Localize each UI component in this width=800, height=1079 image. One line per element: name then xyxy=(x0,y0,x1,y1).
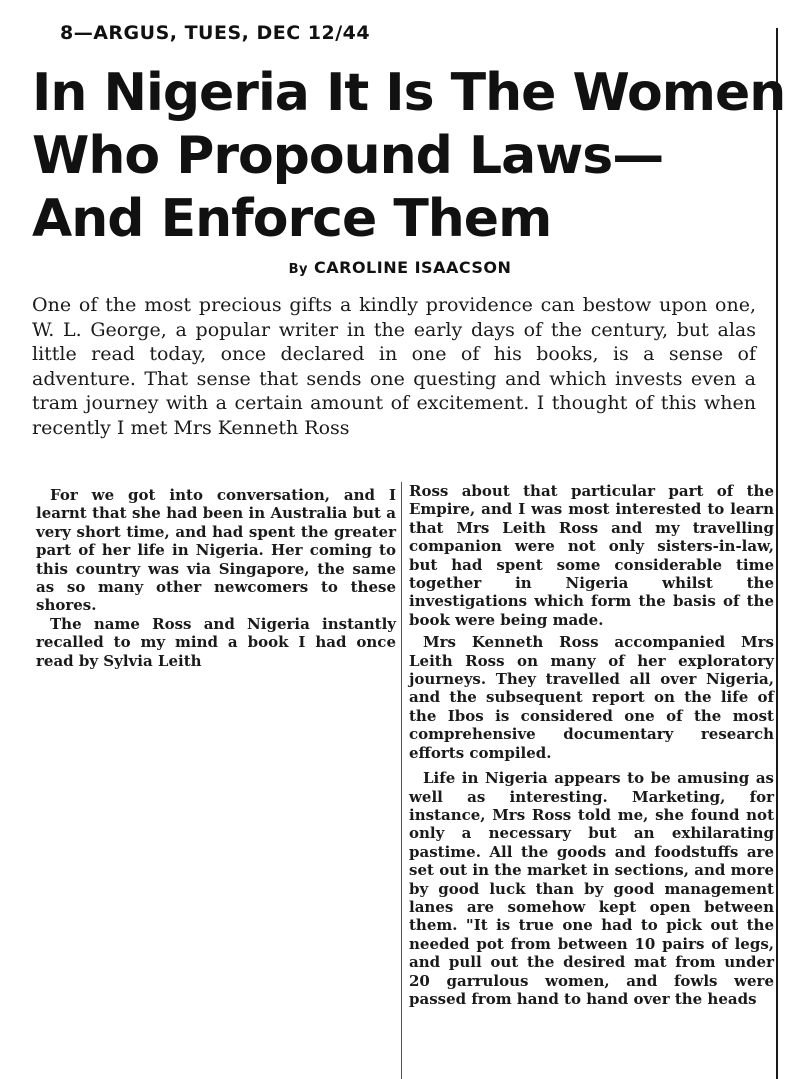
left-column-paragraph-2: The name Ross and Nigeria instantly recalled to my mind a book I had once read by Sylvia Leith xyxy=(36,614,396,670)
byline-prefix: By xyxy=(288,262,308,277)
byline-author: CAROLINE ISAACSON xyxy=(314,258,512,277)
right-column-paragraph-3: Life in Nigeria appears to be amusing as well as interesting. Marketing, for instance, Mrs Ross told me, she found not only a necessary but an exhilarating pastime. All the goods and foodstuffs are set out in the market in sections, and more by good luck than by good management lanes are somehow kept open between them. "It is true one had to pick out the needed pot from between 10 pairs of legs, and pull out the desired mat from under 20 garrulous women, and fowls were passed from hand to hand over the heads xyxy=(409,769,774,1008)
column-divider xyxy=(401,482,402,1079)
left-column xyxy=(36,486,396,670)
headline-line-3: And Enforce Them xyxy=(32,189,552,249)
headline xyxy=(32,62,786,251)
headline-line-2: Who Propound Laws— xyxy=(32,126,664,186)
headline-line-1: In Nigeria It Is The Women xyxy=(32,63,786,123)
left-column-paragraph-1: For we got into conversation, and I learnt that she had been in Australia but a very short time, and had spent the greater part of her life in Nigeria. Her coming to this country was via Singapore, the same as so many other newcomers to these shores. xyxy=(36,486,396,615)
dateline: 8—ARGUS, TUES, DEC 12/44 xyxy=(60,22,371,44)
right-column xyxy=(409,482,774,1008)
right-column-paragraph-2: Mrs Kenneth Ross accompanied Mrs Leith Ross on many of her exploratory journeys. They travelled all over Nigeria, and the subsequent report on the life of the Ibos is considered one of the most comprehensive documentary research efforts compiled. xyxy=(409,633,774,762)
right-column-paragraph-1: Ross about that particular part of the Empire, and I was most interested to learn that Mrs Leith Ross and my travelling companion were not only sisters-in-law, but had spent some considerable time together in Nigeria whilst the investigations which form the basis of the book were being made. xyxy=(409,482,774,629)
lead-paragraph: One of the most precious gifts a kindly providence can bestow upon one, W. L. George, a popular writer in the early days of the century, but alas little read today, once declared in one of his books, is a sense of adventure. That sense that sends one questing and which invests even a tram journey with a certain amount of excitement. I thought of this when recently I met Mrs Kenneth Ross xyxy=(32,294,756,439)
byline xyxy=(0,258,800,277)
